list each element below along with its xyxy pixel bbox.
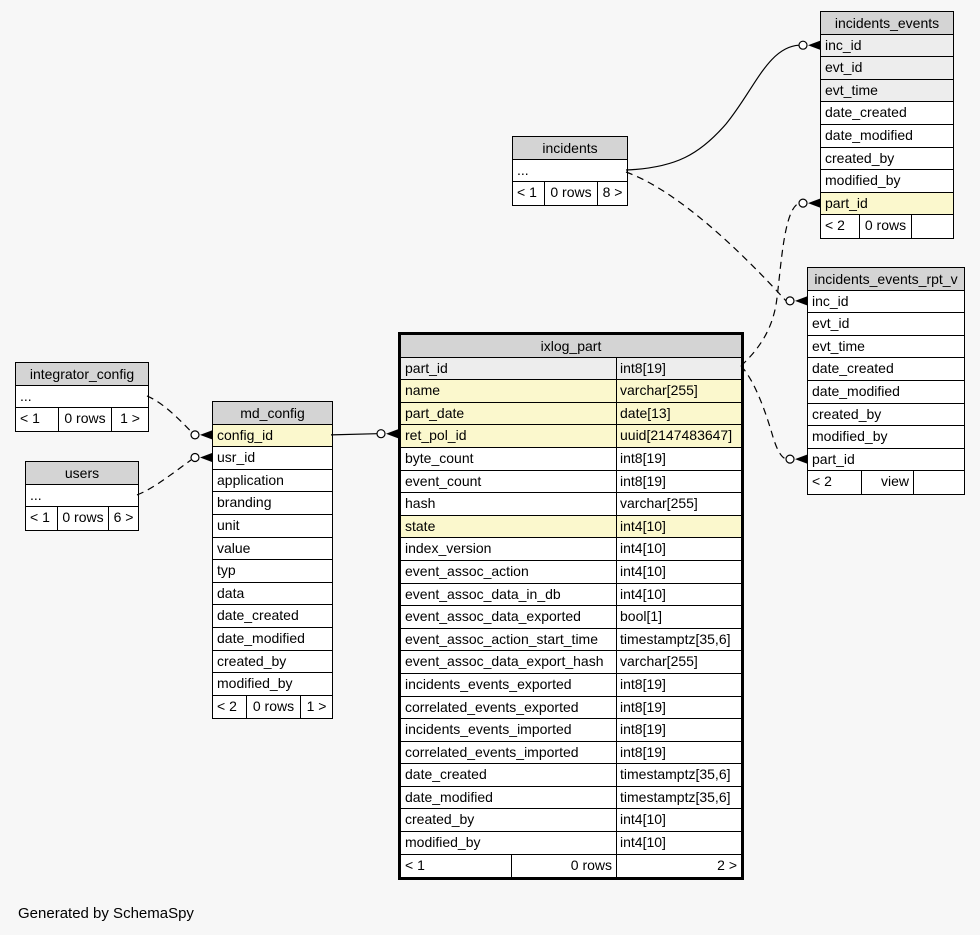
table-incidents_events[interactable]	[820, 11, 954, 239]
column-row-created_by	[808, 404, 964, 427]
column-row-typ	[213, 560, 332, 583]
table-title: users	[26, 462, 138, 485]
column-row-event_count	[401, 471, 741, 494]
column-row-correlated_events_imported	[401, 742, 741, 765]
column-name: ...	[20, 387, 32, 404]
column-type: varchar[255]	[616, 493, 741, 515]
column-name: correlated_events_imported	[405, 743, 579, 760]
table-integrator_config[interactable]	[15, 362, 149, 432]
column-row-date_created	[213, 605, 332, 628]
column-row-incidents_events_exported	[401, 674, 741, 697]
column-name: inc_id	[812, 292, 849, 309]
column-name: correlated_events_exported	[405, 698, 579, 715]
column-row-modified_by	[401, 832, 741, 855]
row-count: 0 rows	[57, 507, 108, 530]
column-name: unit	[217, 516, 240, 533]
column-name: created_by	[405, 811, 475, 828]
column-type: int8[19]	[616, 742, 741, 764]
column-name: state	[405, 517, 436, 534]
row-count: 0 rows	[511, 855, 616, 878]
column-name: incidents_events_imported	[405, 721, 572, 738]
column-row-event_assoc_data_in_db	[401, 584, 741, 607]
column-row-modified_by	[808, 426, 964, 449]
column-type: bool[1]	[616, 606, 741, 628]
column-name: ...	[517, 161, 529, 178]
column-name: created_by	[812, 405, 882, 422]
column-row-application	[213, 470, 332, 493]
degree-in: < 2	[812, 473, 832, 490]
column-row-unit	[213, 515, 332, 538]
column-row-inc_id	[808, 291, 964, 314]
column-name: hash	[405, 495, 436, 512]
column-row-date_created	[401, 764, 741, 787]
degree-out: 8 >	[597, 182, 627, 205]
column-name: modified_by	[217, 675, 293, 692]
column-type: int8[19]	[616, 674, 741, 696]
table-footer	[26, 507, 138, 530]
degree-out: 1 >	[111, 408, 148, 431]
column-row-correlated_events_exported	[401, 697, 741, 720]
column-type: timestamptz[35,6]	[616, 764, 741, 786]
column-name: date_created	[825, 104, 907, 121]
column-name: name	[405, 382, 441, 399]
column-name: created_by	[825, 149, 895, 166]
column-row-branding	[213, 492, 332, 515]
column-row-modified_by	[821, 170, 953, 193]
column-type: uuid[2147483647]	[616, 425, 741, 447]
column-row-config_id	[213, 425, 332, 448]
column-type: int8[19]	[616, 471, 741, 493]
schemaspy-credit: Generated by SchemaSpy	[18, 905, 194, 922]
table-footer	[16, 408, 148, 431]
table-title: ixlog_part	[401, 335, 741, 358]
column-row-byte_count	[401, 448, 741, 471]
degree-in: < 1	[20, 410, 40, 427]
column-row-date_modified	[401, 787, 741, 810]
table-incidents[interactable]	[512, 136, 628, 206]
table-footer	[821, 215, 953, 238]
column-name: modified_by	[405, 834, 481, 851]
column-row-event_assoc_data_export_hash	[401, 651, 741, 674]
column-row-data	[213, 583, 332, 606]
column-row-evt_id	[808, 313, 964, 336]
column-type: date[13]	[616, 403, 741, 425]
column-type: varchar[255]	[616, 651, 741, 673]
column-name: part_date	[405, 404, 465, 421]
column-name: created_by	[217, 652, 287, 669]
table-md_config[interactable]	[212, 401, 333, 719]
column-name: data	[217, 584, 245, 601]
column-name: modified_by	[812, 428, 888, 445]
column-name: index_version	[405, 540, 492, 557]
column-type: timestamptz[35,6]	[616, 629, 741, 651]
column-name: typ	[217, 562, 236, 579]
column-row-part_id	[401, 358, 741, 381]
column-name: branding	[217, 494, 272, 511]
table-footer	[213, 696, 332, 719]
column-name: byte_count	[405, 449, 474, 466]
column-name: ret_pol_id	[405, 427, 467, 444]
column-name: evt_id	[812, 315, 850, 332]
table-incidents_events_rpt_v[interactable]	[807, 267, 965, 495]
table-title: incidents_events_rpt_v	[808, 268, 964, 291]
column-name: application	[217, 471, 284, 488]
table-footer	[513, 182, 627, 205]
table-title: md_config	[213, 402, 332, 425]
column-name: evt_id	[825, 59, 863, 76]
column-row-event_assoc_action_start_time	[401, 629, 741, 652]
degree-in: < 1	[30, 509, 50, 526]
column-row-value	[213, 538, 332, 561]
column-row-date_created	[808, 358, 964, 381]
column-row-ellipsis	[513, 160, 627, 183]
column-row-index_version	[401, 538, 741, 561]
column-name: date_created	[405, 766, 487, 783]
column-name: part_id	[812, 450, 855, 467]
column-name: config_id	[217, 426, 274, 443]
column-row-evt_time	[808, 336, 964, 359]
column-row-created_by	[401, 809, 741, 832]
column-row-event_assoc_data_exported	[401, 606, 741, 629]
degree-out	[911, 215, 953, 238]
column-name: date_modified	[825, 126, 913, 143]
column-type: int4[10]	[616, 832, 741, 854]
column-name: event_assoc_action	[405, 562, 529, 579]
table-footer	[401, 855, 741, 878]
column-type: int8[19]	[616, 697, 741, 719]
table-users[interactable]	[25, 461, 139, 531]
column-row-date_created	[821, 102, 953, 125]
column-row-evt_time	[821, 80, 953, 103]
column-row-event_assoc_action	[401, 561, 741, 584]
degree-out	[913, 471, 964, 494]
column-name: event_assoc_data_export_hash	[405, 653, 604, 670]
column-type: varchar[255]	[616, 380, 741, 402]
column-name: part_id	[825, 194, 868, 211]
column-row-ellipsis	[26, 485, 138, 508]
column-row-ret_pol_id	[401, 425, 741, 448]
column-row-state	[401, 516, 741, 539]
column-row-part_id	[821, 193, 953, 216]
table-footer	[808, 471, 964, 494]
column-name: date_modified	[812, 382, 900, 399]
column-name: usr_id	[217, 449, 256, 466]
column-type: int8[19]	[616, 719, 741, 741]
column-name: modified_by	[825, 172, 901, 189]
column-type: int4[10]	[616, 561, 741, 583]
column-type: int4[10]	[616, 516, 741, 538]
column-name: evt_time	[825, 81, 878, 98]
row-count: 0 rows	[58, 408, 111, 431]
degree-out: 2 >	[616, 855, 741, 878]
column-row-name	[401, 380, 741, 403]
column-row-part_id	[808, 449, 964, 472]
table-ixlog_part[interactable]	[398, 332, 744, 880]
column-name: event_assoc_data_exported	[405, 608, 581, 625]
column-name: date_modified	[405, 788, 493, 805]
column-name: event_count	[405, 472, 482, 489]
column-name: part_id	[405, 359, 448, 376]
column-name: ...	[30, 486, 42, 503]
column-row-incidents_events_imported	[401, 719, 741, 742]
degree-in: < 2	[825, 217, 845, 234]
column-row-created_by	[213, 651, 332, 674]
degree-out: 6 >	[108, 507, 138, 530]
column-row-date_modified	[821, 125, 953, 148]
degree-in: < 2	[217, 697, 237, 714]
degree-in: < 1	[405, 856, 425, 873]
column-row-hash	[401, 493, 741, 516]
column-name: event_assoc_action_start_time	[405, 630, 598, 647]
table-title: integrator_config	[16, 363, 148, 386]
column-name: inc_id	[825, 36, 862, 53]
column-row-modified_by	[213, 673, 332, 696]
degree-out: 1 >	[300, 696, 332, 719]
column-name: event_assoc_data_in_db	[405, 585, 561, 602]
column-row-created_by	[821, 148, 953, 171]
column-type: int4[10]	[616, 584, 741, 606]
column-row-date_modified	[213, 628, 332, 651]
column-row-ellipsis	[16, 386, 148, 409]
degree-in: < 1	[517, 184, 537, 201]
column-name: date_modified	[217, 629, 305, 646]
row-count: 0 rows	[246, 696, 300, 719]
column-type: int8[19]	[616, 448, 741, 470]
column-type: int4[10]	[616, 809, 741, 831]
column-name: evt_time	[812, 337, 865, 354]
column-name: date_created	[217, 607, 299, 624]
column-row-date_modified	[808, 381, 964, 404]
column-name: value	[217, 539, 251, 556]
column-type: int8[19]	[616, 358, 741, 380]
column-row-part_date	[401, 403, 741, 426]
column-type: int4[10]	[616, 538, 741, 560]
column-name: date_created	[812, 360, 894, 377]
column-type: timestamptz[35,6]	[616, 787, 741, 809]
row-count: 0 rows	[859, 215, 911, 238]
column-row-usr_id	[213, 447, 332, 470]
column-row-evt_id	[821, 57, 953, 80]
row-count: view	[861, 471, 913, 494]
column-row-inc_id	[821, 35, 953, 58]
table-title: incidents_events	[821, 12, 953, 35]
table-title: incidents	[513, 137, 627, 160]
row-count: 0 rows	[544, 182, 597, 205]
column-name: incidents_events_exported	[405, 675, 572, 692]
